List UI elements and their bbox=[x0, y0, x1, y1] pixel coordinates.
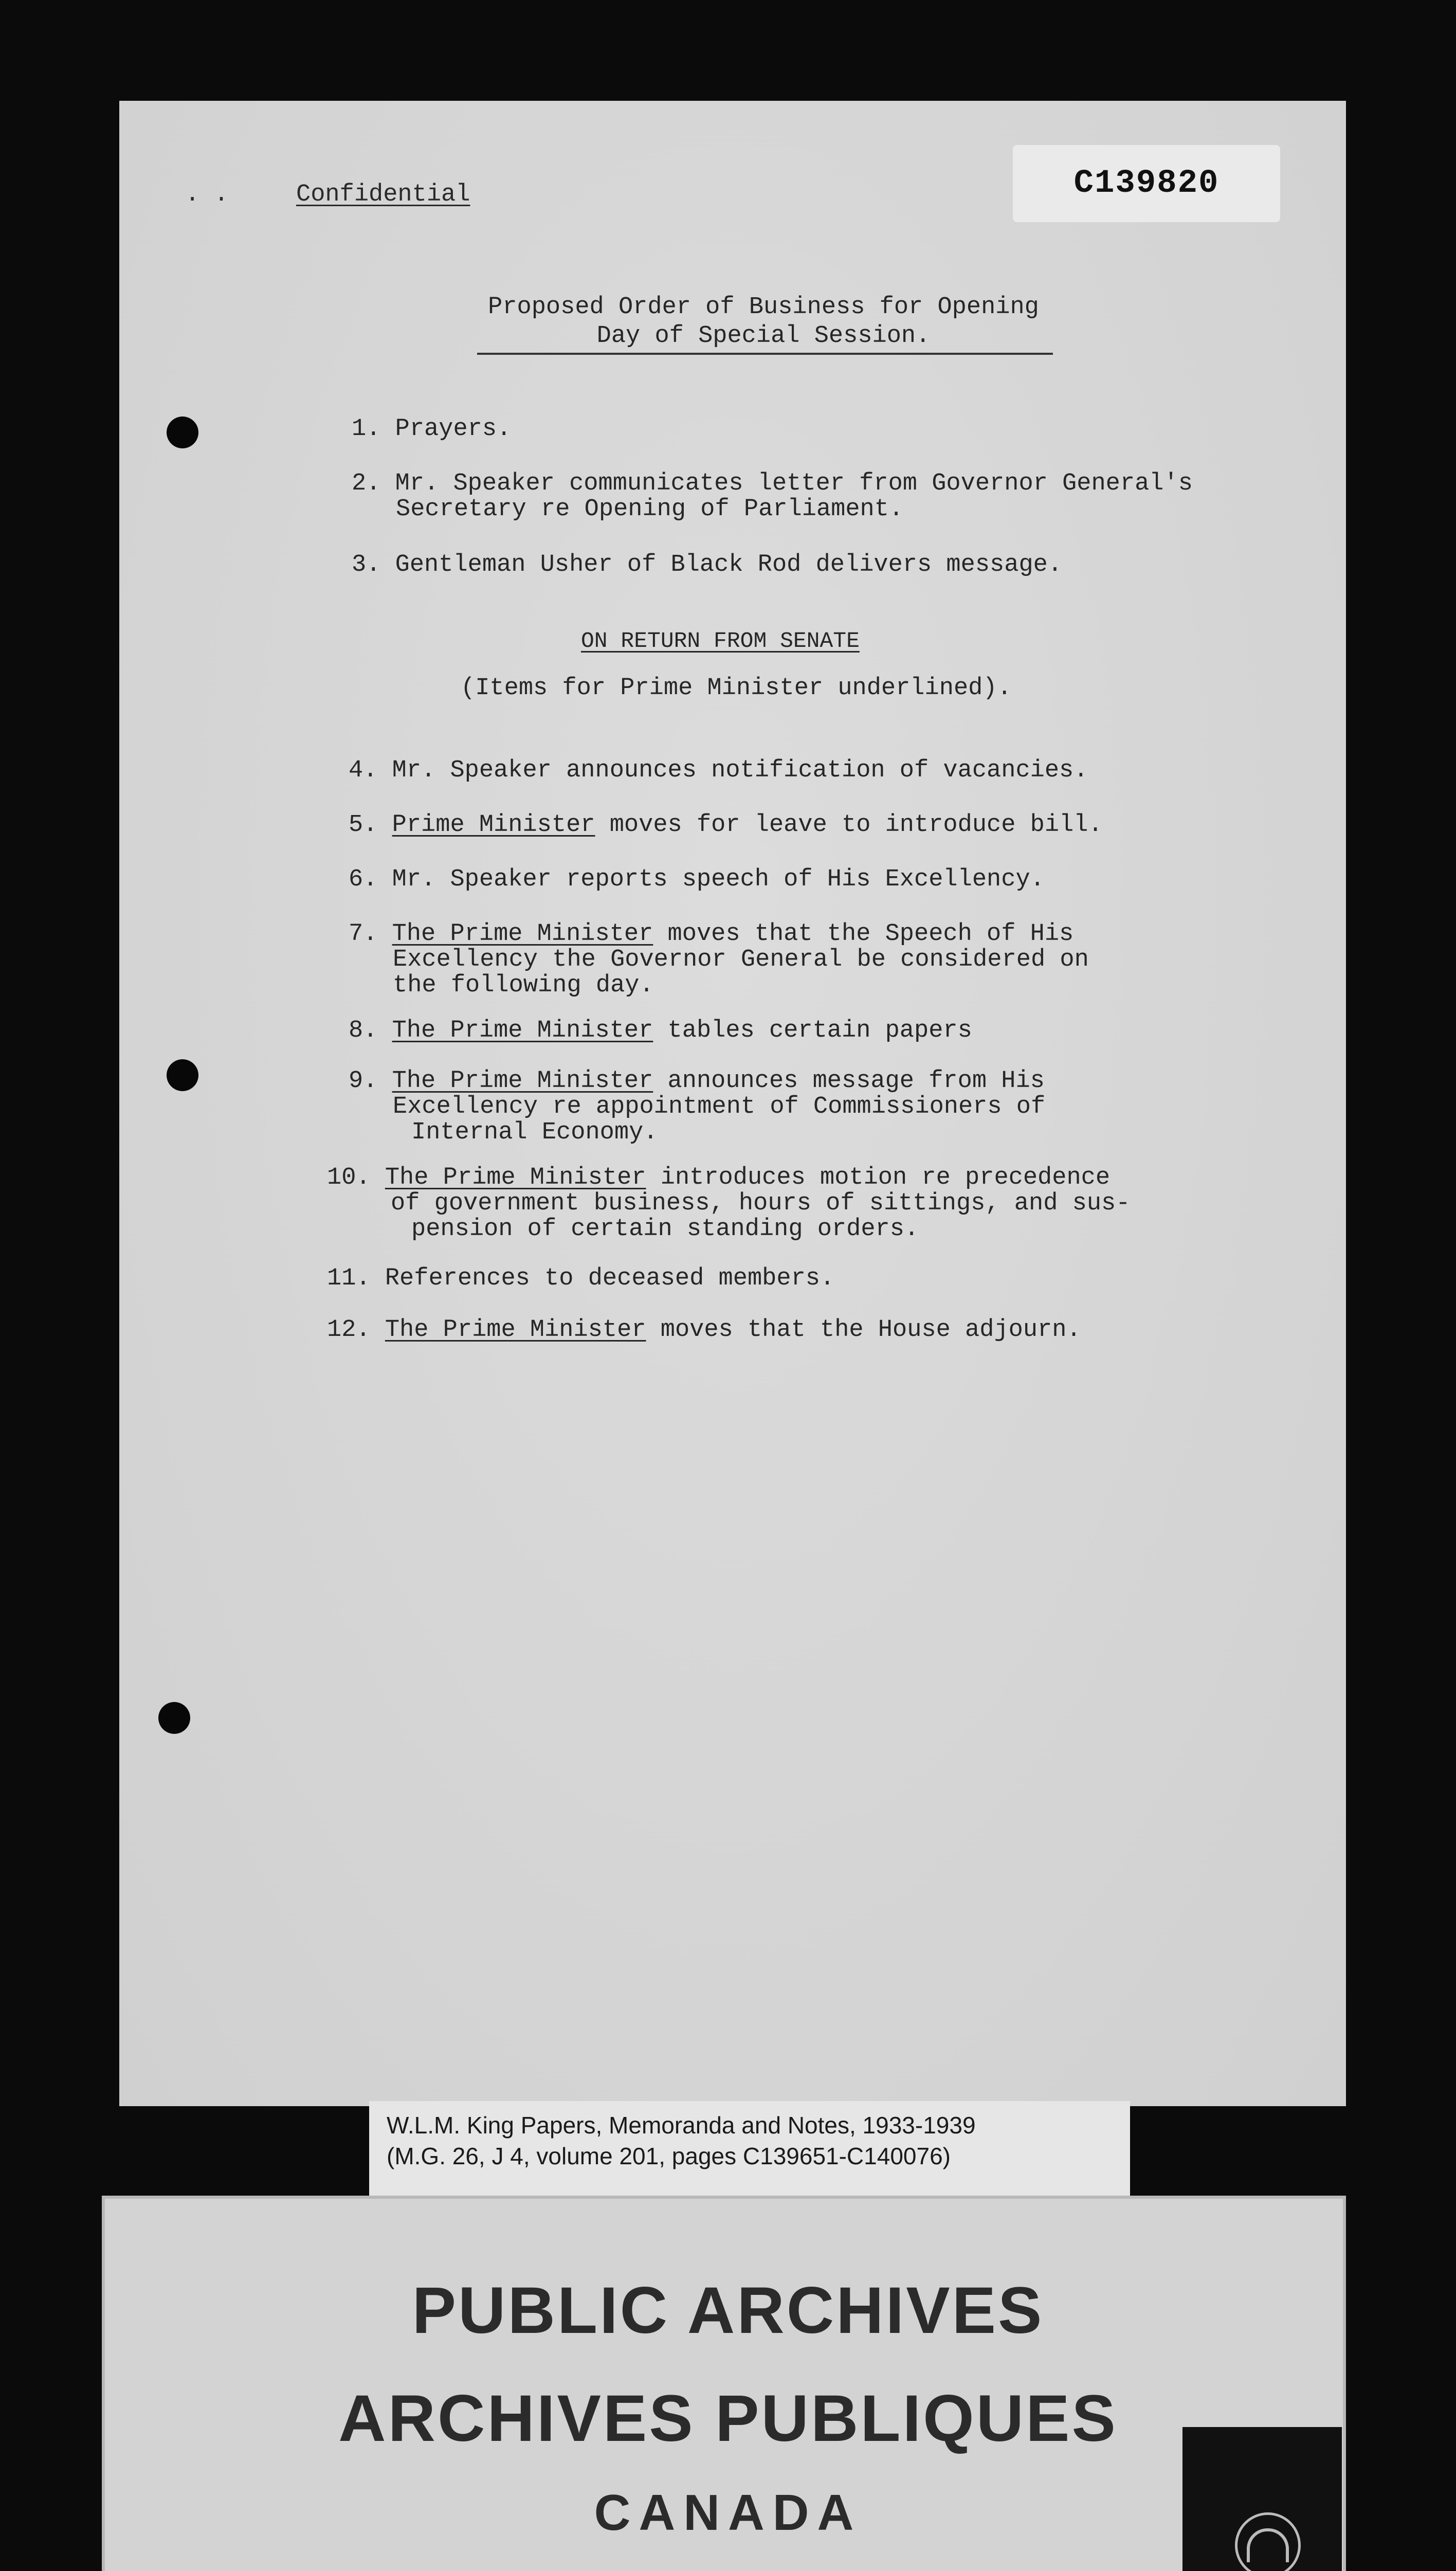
classification-label: Confidential bbox=[296, 181, 470, 208]
list-item bbox=[352, 551, 1062, 579]
item-number: 7. bbox=[349, 920, 378, 948]
item-number: 1. bbox=[352, 415, 381, 443]
archive-name-en: PUBLIC ARCHIVES bbox=[412, 2274, 1044, 2347]
list-item bbox=[349, 1067, 1045, 1095]
prime-minister-underlined: The Prime Minister bbox=[392, 1017, 653, 1044]
item-text: References to deceased members. bbox=[385, 1265, 835, 1292]
list-item bbox=[349, 811, 1103, 839]
item-number: 8. bbox=[349, 1017, 378, 1044]
section-note: (Items for Prime Minister underlined). bbox=[461, 675, 1012, 702]
document-title bbox=[473, 293, 1054, 351]
list-item bbox=[349, 866, 1045, 894]
punch-hole bbox=[167, 1059, 198, 1091]
list-item bbox=[349, 920, 1073, 948]
list-item bbox=[327, 1316, 1081, 1344]
prime-minister-underlined: Prime Minister bbox=[392, 811, 595, 839]
item-number: 5. bbox=[349, 811, 378, 839]
item-text: moves that the House adjourn. bbox=[646, 1316, 1081, 1344]
item-number: 11. bbox=[327, 1265, 371, 1292]
item-number: 6. bbox=[349, 866, 378, 893]
item-text: moves that the Speech of His bbox=[653, 920, 1074, 948]
prime-minister-underlined: The Prime Minister bbox=[385, 1316, 646, 1344]
item-number: 12. bbox=[327, 1316, 371, 1344]
margin-marks: . . bbox=[185, 181, 229, 208]
item-text-continuation: pension of certain standing orders. bbox=[411, 1216, 919, 1243]
archive-reference-line: (M.G. 26, J 4, volume 201, pages C139651-C140076) bbox=[387, 2143, 951, 2169]
item-text: announces message from His bbox=[653, 1067, 1045, 1095]
title-line: Proposed Order of Business for Opening bbox=[488, 294, 1039, 321]
list-item bbox=[352, 470, 1193, 498]
list-item bbox=[327, 1265, 834, 1293]
item-text: moves for leave to introduce bill. bbox=[595, 811, 1103, 839]
prime-minister-underlined: The Prime Minister bbox=[392, 920, 653, 948]
item-text: Prayers. bbox=[395, 415, 512, 443]
item-number: 4. bbox=[349, 757, 378, 784]
reference-number-tag bbox=[1013, 145, 1280, 222]
item-text-continuation: of government business, hours of sittings, and sus- bbox=[391, 1190, 1131, 1217]
punch-hole bbox=[158, 1702, 190, 1734]
item-text-continuation: Excellency re appointment of Commissioners of bbox=[393, 1093, 1046, 1120]
item-number: 10. bbox=[327, 1164, 371, 1191]
item-text: Mr. Speaker communicates letter from Governor General's bbox=[395, 470, 1193, 497]
item-text-continuation: Excellency the Governor General be considered on bbox=[393, 946, 1089, 973]
archive-reference-line: W.L.M. King Papers, Memoranda and Notes, 1933-1939 bbox=[387, 2112, 976, 2139]
title-line: Day of Special Session. bbox=[596, 322, 931, 350]
prime-minister-underlined: The Prime Minister bbox=[385, 1164, 646, 1191]
list-item bbox=[349, 757, 1088, 785]
section-heading: ON RETURN FROM SENATE bbox=[581, 628, 860, 654]
item-text: Gentleman Usher of Black Rod delivers message. bbox=[395, 551, 1063, 578]
archive-name-fr: ARCHIVES PUBLIQUES bbox=[338, 2382, 1118, 2455]
item-text: Mr. Speaker reports speech of His Excellency. bbox=[392, 866, 1045, 893]
item-text: introduces motion re precedence bbox=[646, 1164, 1111, 1191]
item-text-continuation: Secretary re Opening of Parliament. bbox=[396, 496, 904, 523]
item-text-continuation: the following day. bbox=[393, 972, 654, 999]
list-item bbox=[349, 1017, 972, 1045]
title-underline bbox=[477, 353, 1053, 355]
item-number: 3. bbox=[352, 551, 381, 578]
archive-reference-label bbox=[369, 2101, 1130, 2199]
prime-minister-underlined: The Prime Minister bbox=[392, 1067, 653, 1095]
item-number: 9. bbox=[349, 1067, 378, 1095]
item-text: Mr. Speaker announces notification of vacancies. bbox=[392, 757, 1088, 784]
archive-country: CANADA bbox=[594, 2484, 862, 2541]
list-item bbox=[352, 415, 511, 443]
item-text-continuation: Internal Economy. bbox=[411, 1119, 658, 1146]
item-number: 2. bbox=[352, 470, 381, 497]
list-item bbox=[327, 1164, 1110, 1192]
punch-hole bbox=[167, 417, 198, 448]
item-text: tables certain papers bbox=[653, 1017, 972, 1044]
reference-number: C139820 bbox=[1073, 165, 1220, 202]
